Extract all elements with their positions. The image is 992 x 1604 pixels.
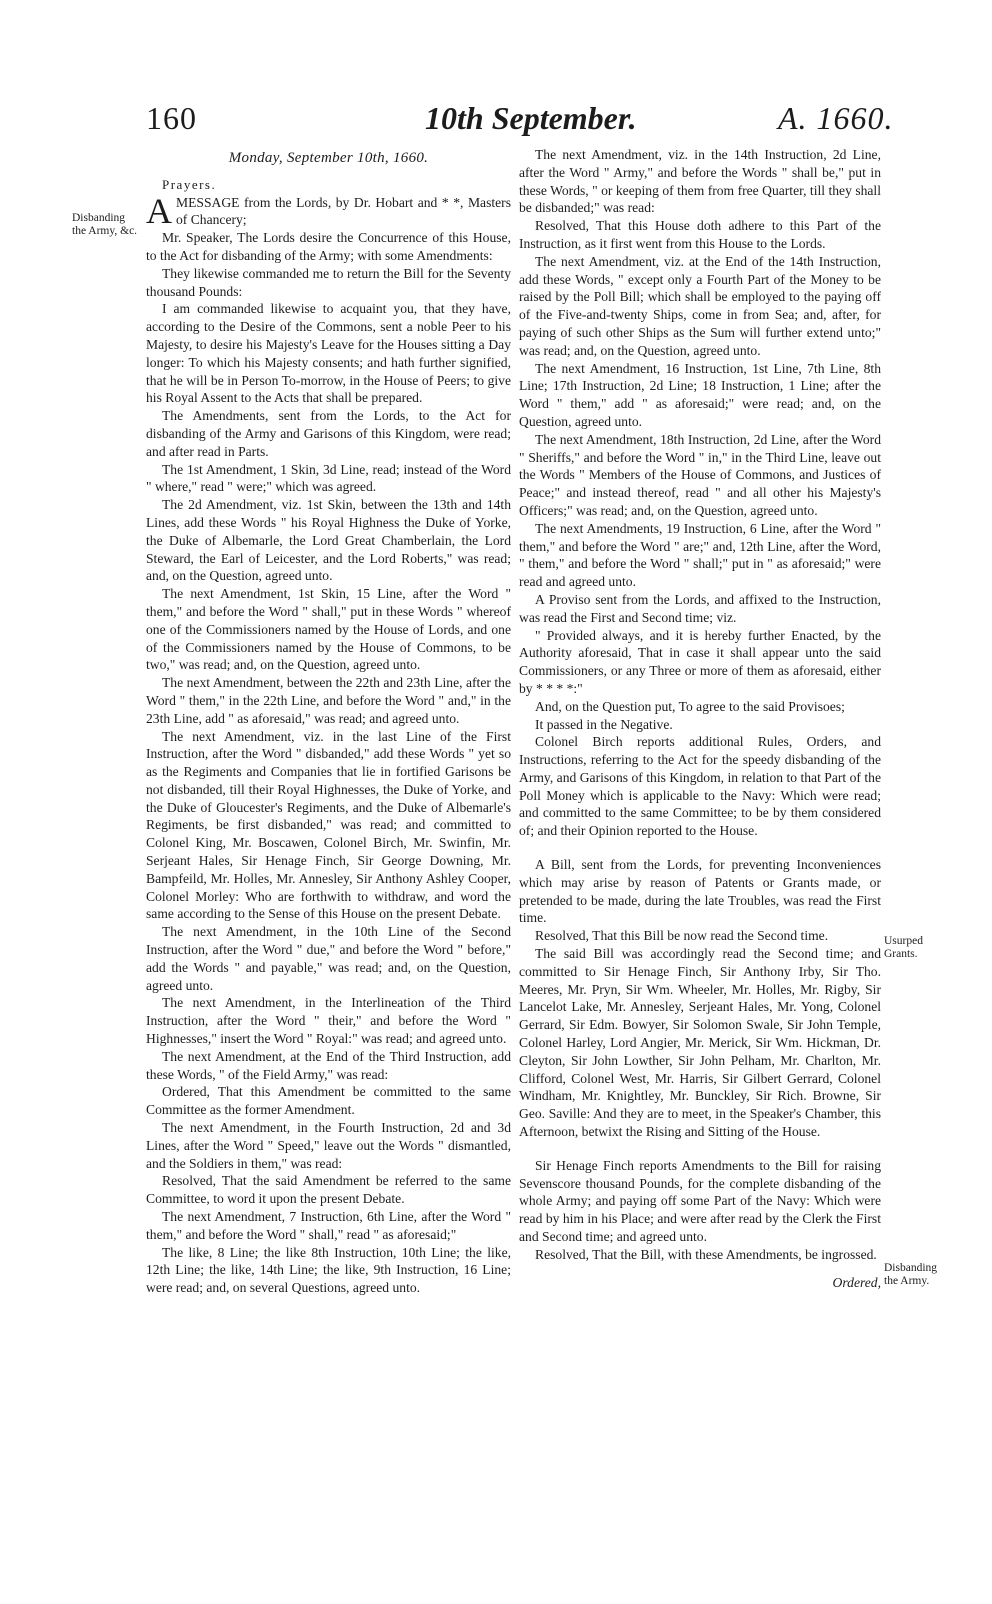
paragraph: I am commanded likewise to acquaint you, that they have, according to the Desire of the Commons, sent a noble Peer to his Majesty, to desire his Majesty's Leave for the Houses sitting a Day longer: To which his Majesty consents; and hath further signified, that he will be in Person To-morrow, in the House of Peers; to give his Royal Assent to the Acts that shall be prepared. — [146, 301, 511, 406]
paragraph-text: MESSAGE from the Lords, by Dr. Hobart and * *, Masters of Chancery; — [176, 194, 511, 228]
paragraph: The next Amendment, viz. in the 14th Instruction, 2d Line, after the Word " Army," and before the Words " shall be," put in these Words, " or keeping of them from free Quarter, till they shall be disbanded;" was read: — [519, 147, 881, 216]
section-gap — [519, 1141, 881, 1157]
left-column — [146, 146, 511, 1297]
message-paragraph — [146, 190, 511, 231]
prayers-heading: Prayers. — [162, 176, 217, 192]
paragraph: The next Amendment, 1st Skin, 15 Line, after the Word " them," and before the Word " shall," put in these Words " whereof one of the Commissioners named by the House of Lords, and one of the Commissioners named by the House of Commons, to be two," was read; and, on the Question, agreed unto. — [146, 586, 511, 673]
paragraph: Mr. Speaker, The Lords desire the Concurrence of this House, to the Act for disbanding of the Army; with some Amendments: — [146, 230, 511, 263]
paragraph: And, on the Question put, To agree to the said Provisoes; — [535, 698, 845, 714]
paragraph: Sir Henage Finch reports Amendments to the Bill for raising Sevenscore thousand Pounds, for the complete disbanding of the whole Army; and paying off some Part of the Navy: Which were read by him in his Place; and were after read by the Clerk the First and Second time; and agreed unto. — [519, 1157, 881, 1245]
paragraph: The said Bill was accordingly read the Second time; and committed to Sir Henage Finch, Sir Anthony Irby, Sir Tho. Meeres, Mr. Pryn, Sir Wm. Wheeler, Mr. Holles, Mr. Rigby, Sir Lancelot Lake, Mr. Annesley, Serjeant Hales, Mr. Yong, Colonel Gerrard, Sir Edm. Bowyer, Sir Solomon Swale, Sir John Temple, Colonel Harley, Lord Angier, Mr. Merick, Sir Wm. Hickman, Dr. Cleyton, Sir John Lowther, Sir John Pelham, Mr. Charlton, Mr. Clifford, Colonel West, Mr. Harris, Sir Gilbert Gerrard, Colonel Windham, Mr. Knightley, Mr. Bunckley, Sir Rich. Browne, Sir Geo. Saville: And they are to meet, in the Speaker's Chamber, this Afternoon, betwixt the Rising and Sitting of the House. — [519, 946, 881, 1140]
paragraph: The next Amendment, 18th Instruction, 2d Line, after the Word " Sheriffs," and before the Word " in," in the Third Line, leave out the Words " Members of the House of Commons, and Justices of Peace;" and instead thereof, read " and all other his Majesty's Officers;" was read; and, on the Question, agreed unto. — [519, 431, 881, 518]
paragraph: Resolved, That this Bill be now read the Second time. — [535, 928, 829, 944]
section-gap — [519, 840, 881, 856]
paragraph: The next Amendment, viz. at the End of the 14th Instruction, add these Words, " except only a Fourth Part of the Money to be raised by the Poll Bill; which shall be employed to the paying off of the Five-and-twenty Ships, come in from Sea; and, after, for paying of such other Ships as the Sum will further extend unto;" was read; and, on the Question, agreed unto. — [519, 253, 881, 358]
paragraph: Resolved, That this House doth adhere to this Part of the Instruction, as it first went from this House to the Lords. — [519, 218, 881, 251]
right-column — [519, 146, 881, 1291]
catchword: Ordered, — [832, 1274, 881, 1290]
paragraph: The 1st Amendment, 1 Skin, 3d Line, read; instead of the Word " where," read " were;" which was agreed. — [146, 461, 511, 495]
header-date: 10th September. — [425, 100, 637, 136]
paragraph: " Provided always, and it is hereby further Enacted, by the Authority aforesaid, That in case it shall appear unto the said Commissioners, or any Three or more of them as aforesaid, either by * * * *:" — [519, 627, 881, 696]
paragraph: The next Amendment, in the Interlineation of the Third Instruction, after the Word " their," and before the Word " Highnesses," insert the Word " Royal:" was read; and agreed unto. — [146, 995, 511, 1047]
margin-note-disbanding-army: Disbanding the Army, &c. — [72, 212, 138, 237]
drop-cap: A — [146, 190, 172, 231]
paragraph: It passed in the Negative. — [535, 716, 673, 732]
paragraph: Ordered, That this Amendment be committed to the same Committee as the former Amendment. — [146, 1084, 511, 1118]
margin-note-usurped-grants: Usurped Grants. — [884, 935, 923, 960]
day-heading: Monday, September 10th, 1660. — [228, 150, 429, 166]
paragraph: The 2d Amendment, viz. 1st Skin, between the 13th and 14th Lines, add these Words " his Royal Highness the Duke of Yorke, the Duke of Albemarle, the Lord Great Chamberlain, the Lord Steward, the Earl of Leicester, and the Lord Roberts," was read; and, on the Question, agreed unto. — [146, 497, 511, 584]
paragraph: The next Amendment, viz. in the last Line of the First Instruction, after the Word " disbanded," add these Words " yet so as the Regiments and Companies that lie in fortified Garisons be not disbanded, till their Royal Highnesses, the Duke of Yorke, and the Duke of Gloucester's Regiments, and the Duke of Albemarle's Regiments, be first disbanded," was read; and committed to Colonel King, Mr. Boscawen, Colonel Birch, Mr. Swinfin, Mr. Serjeant Hales, Sir Henage Finch, Sir George Downing, Mr. Bampfeild, Mr. Holles, Mr. Annesley, Sir Anthony Ashley Cooper, Colonel Morley: Who are forthwith to withdraw, and word the same according to the Sense of this House on the present Debate. — [146, 728, 511, 922]
paragraph: The next Amendment, in the 10th Line of the Second Instruction, after the Word " due," and before the Word " before," add the Words " and payable," was read; and, on the Question, agreed unto. — [146, 924, 511, 993]
paragraph: They likewise commanded me to return the Bill for the Seventy thousand Pounds: — [146, 265, 511, 299]
paragraph: A Bill, sent from the Lords, for preventing Inconveniences which may arise by reason of Patents or Grants made, or pretended to be made, during the late Troubles, was read the First time. — [519, 857, 881, 926]
paragraph: The next Amendment, between the 22th and 23th Line, after the Word " them," in the 22th Line, and before the Word " and," in the 23th Line, add " as aforesaid," was read; and agreed unto. — [146, 675, 511, 726]
paragraph: The Amendments, sent from the Lords, to the Act for disbanding of the Army and Garisons of this Kingdom, were read; and after read in Parts. — [146, 408, 511, 459]
paragraph: Resolved, That the Bill, with these Amendments, be ingrossed. — [535, 1246, 877, 1262]
paragraph: The next Amendment, at the End of the Third Instruction, add these Words, " of the Field Army," was read: — [146, 1048, 511, 1082]
paragraph: The next Amendments, 19 Instruction, 6 Line, after the Word " them," and before the Word " are;" and, 12th Line, after the Word, " them," and before the Word " shall;" put in " as aforesaid;" were read and agreed unto. — [519, 520, 881, 590]
page-number: 160 — [146, 100, 197, 136]
paragraph: The next Amendment, 7 Instruction, 6th Line, after the Word " them," and before the Word " shall," read " as aforesaid;" — [146, 1209, 511, 1242]
paragraph: A Proviso sent from the Lords, and affixed to the Instruction, was read the First and Second time; viz. — [519, 591, 881, 625]
paragraph: Colonel Birch reports additional Rules, Orders, and Instructions, referring to the Act for the speedy disbanding of the Army, and Garisons of this Kingdom, in relation to that Part of the Poll Money which is applicable to the Navy: Which were read; and committed to the same Committee; to be by them considered of; and their Opinion reported to the House. — [519, 734, 881, 839]
header-year: A. 1660. — [778, 100, 894, 136]
paragraph: Resolved, That the said Amendment be referred to the same Committee, to word it upon the present Debate. — [146, 1173, 511, 1207]
paragraph: The like, 8 Line; the like 8th Instruction, 10th Line; the like, 12th Line; the like, 14th Line; the like, 9th Instruction, 16 Line; were read; and, on several Questions, agreed unto. — [146, 1244, 511, 1296]
paragraph: The next Amendment, 16 Instruction, 1st Line, 7th Line, 8th Line; 17th Instruction, 2d Line; 18 Instruction, 1 Line; after the Word " them," add " as aforesaid;" were read; and, on the Question, agreed unto. — [519, 360, 881, 429]
page-header — [0, 100, 992, 150]
paragraph: The next Amendment, in the Fourth Instruction, 2d and 3d Lines, after the Word " Speed," leave out the Words " dismantled, and the Soldiers in them," was read: — [146, 1120, 511, 1171]
margin-note-disbanding-army-2: Disbanding the Army. — [884, 1262, 938, 1287]
